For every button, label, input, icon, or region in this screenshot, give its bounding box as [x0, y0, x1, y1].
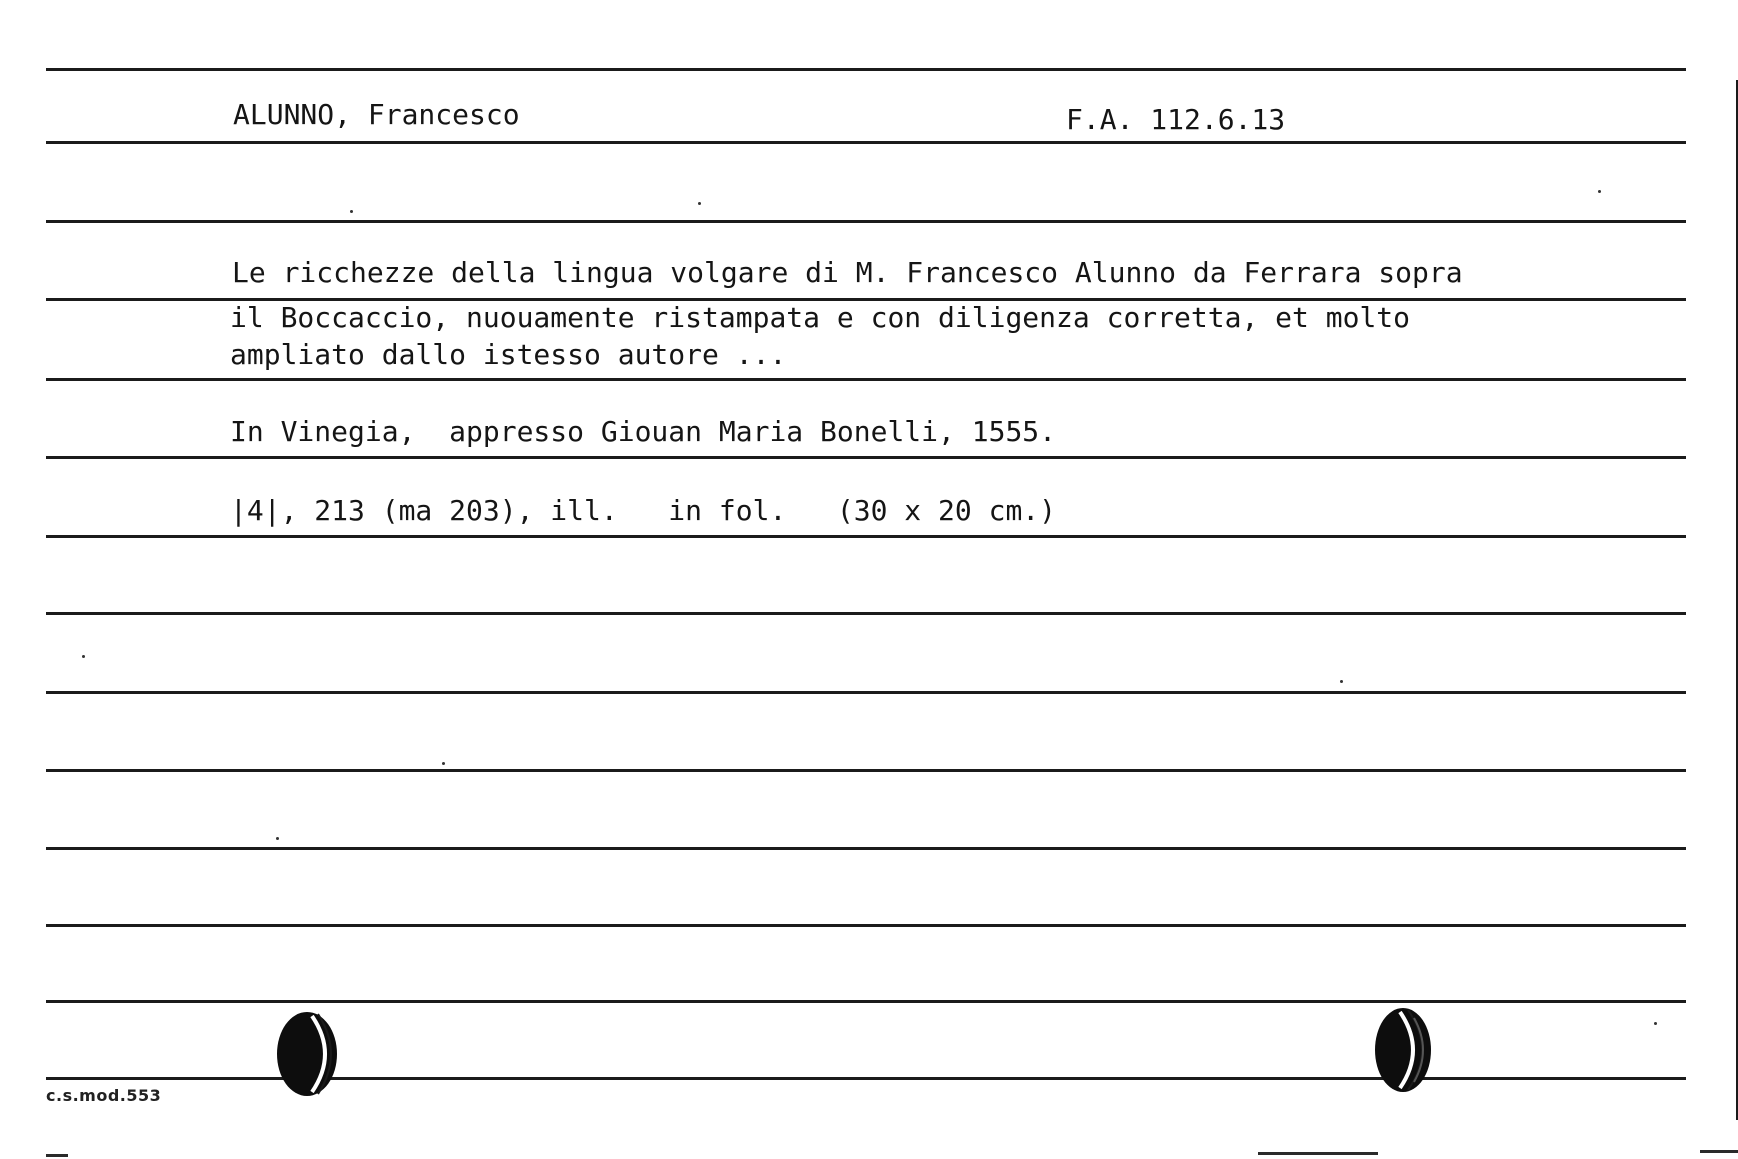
scan-speck — [350, 210, 353, 213]
ruled-line — [46, 612, 1686, 615]
ruled-line — [46, 691, 1686, 694]
scan-speck — [1654, 1022, 1657, 1025]
ruled-line — [46, 220, 1686, 223]
collation: |4|, 213 (ma 203), ill. in fol. (30 x 20 cm.) — [230, 494, 1057, 527]
ruled-line — [46, 141, 1686, 144]
title-line-1: Le ricchezze della lingua volgare di M. Francesco Alunno da Ferrara sopra — [232, 256, 1463, 289]
ruled-line — [46, 535, 1686, 538]
ruled-line — [46, 456, 1686, 459]
shelfmark: F.A. 112.6.13 — [1066, 103, 1286, 136]
ruled-line — [46, 769, 1686, 772]
bottom-edge-mark — [1700, 1150, 1738, 1153]
ruled-line — [46, 924, 1686, 927]
bottom-edge-mark — [46, 1154, 68, 1157]
title-line-3: ampliato dallo istesso autore ... — [230, 338, 787, 371]
ruled-line — [46, 68, 1686, 71]
scan-speck — [276, 837, 279, 840]
bottom-edge-mark — [1258, 1152, 1378, 1155]
form-code: c.s.mod.553 — [46, 1086, 162, 1105]
scan-speck — [82, 655, 85, 658]
scan-speck — [1340, 680, 1343, 683]
ruled-line — [46, 378, 1686, 381]
scan-speck — [698, 202, 701, 205]
title-line-2: il Boccaccio, nuouamente ristampata e con diligenza corretta, et molto — [230, 301, 1411, 334]
imprint: In Vinegia, appresso Giouan Maria Bonelli, 1555. — [230, 415, 1057, 448]
scan-speck — [1598, 190, 1601, 193]
author-heading: ALUNNO, Francesco — [233, 98, 520, 131]
scan-speck — [442, 762, 445, 765]
ruled-line — [46, 1000, 1686, 1003]
punch-hole-left — [274, 1010, 340, 1098]
punch-hole-right — [1370, 1006, 1436, 1094]
ruled-line — [46, 847, 1686, 850]
